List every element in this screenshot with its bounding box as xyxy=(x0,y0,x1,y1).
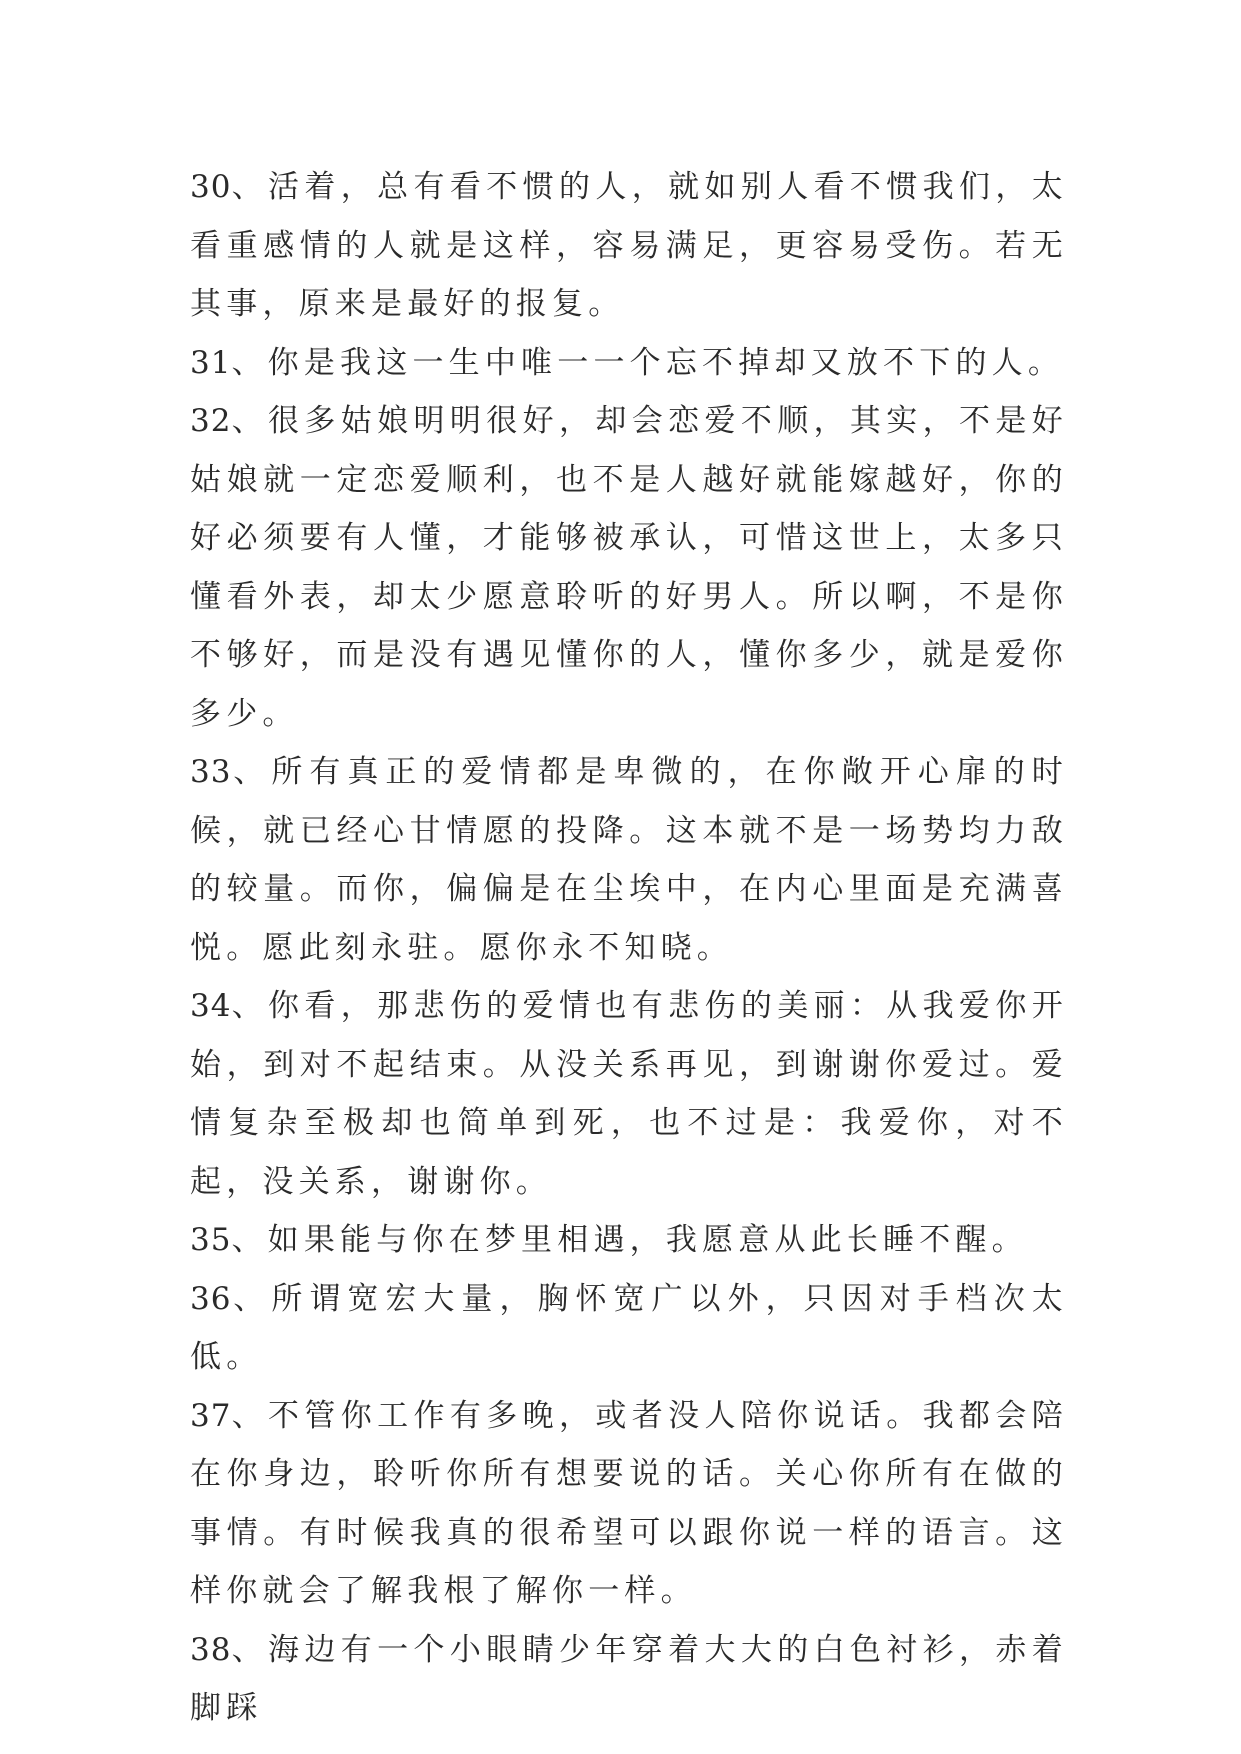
entry-number: 30 xyxy=(190,169,232,205)
entry-text: 很多姑娘明明很好，却会恋爱不顺，其实，不是好姑娘就一定恋爱顺利，也不是人越好就能嫁越好，你的好必须要有人懂，才能够被承认，可惜这世上，太多只懂看外表，却太少愿意聆听的好男人。所以啊，不是你不够好，而是没有遇见懂你的人，懂你多少，就是爱你多少。 xyxy=(190,403,1068,732)
entry-text: 你看，那悲伤的爱情也有悲伤的美丽：从我爱你开始，到对不起结束。从没关系再见，到谢谢你爱过。爱情复杂至极却也简单到死，也不过是：我爱你，对不起，没关系，谢谢你。 xyxy=(190,988,1068,1200)
entry-text: 海边有一个小眼睛少年穿着大大的白色衬衫，赤着脚踩 xyxy=(190,1631,1068,1726)
entry-text: 不管你工作有多晚，或者没人陪你说话。我都会陪 在你身边，聆听你所有想要说的话。关心你所有在做的事情。有时候我真的很希望可以跟你说一样的语言。这样你就会了解我根了解你一样。 xyxy=(190,1397,1068,1609)
list-item xyxy=(190,1387,1068,1621)
entry-number: 37 xyxy=(190,1397,232,1434)
entry-separator: 、 xyxy=(231,1631,268,1668)
list-item xyxy=(190,977,1068,1211)
entry-text: 你是我这一生中唯一一个忘不掉却又放不下的人。 xyxy=(267,344,1065,381)
entry-separator: 、 xyxy=(231,988,268,1024)
list-item xyxy=(190,1621,1068,1738)
list-item xyxy=(190,334,1068,393)
list-item xyxy=(190,743,1068,977)
entry-text: 如果能与你在梦里相遇，我愿意从此长睡不醒。 xyxy=(267,1222,1028,1258)
entry-number: 35 xyxy=(190,1222,232,1258)
entry-number: 38 xyxy=(190,1631,232,1668)
entry-text: 活着，总有看不惯的人，就如别人看不惯我们，太看重感情的人就是这样，容易满足，更容易受伤。若无其事，原来是最好的报复。 xyxy=(190,169,1068,322)
entry-separator: 、 xyxy=(231,403,268,439)
entry-separator: 、 xyxy=(231,754,272,790)
list-item xyxy=(190,1211,1068,1270)
entry-text: 所有真正的爱情都是卑微的，在你敞开心扉的时候，就已经心甘情愿的投降。这本就不是一场势均力敌的较量。而你，偏偏是在尘埃中，在内心里面是充满喜悦。愿此刻永驻。愿你永不知晓。 xyxy=(190,754,1069,966)
entry-separator: 、 xyxy=(231,344,268,381)
entry-separator: 、 xyxy=(231,1280,272,1317)
entry-number: 36 xyxy=(190,1280,232,1317)
entry-separator: 、 xyxy=(231,169,268,205)
list-item xyxy=(190,392,1068,743)
entry-number: 32 xyxy=(190,403,232,439)
document-body xyxy=(190,158,1068,1738)
list-item xyxy=(190,1270,1068,1387)
entry-number: 31 xyxy=(190,344,232,381)
entry-number: 33 xyxy=(190,754,232,790)
entry-separator: 、 xyxy=(231,1397,268,1434)
entry-separator: 、 xyxy=(231,1222,268,1258)
entry-text: 所谓宽宏大量，胸怀宽广以外，只因对手档次太低。 xyxy=(190,1280,1069,1375)
list-item xyxy=(190,158,1068,334)
entry-number: 34 xyxy=(190,988,232,1024)
